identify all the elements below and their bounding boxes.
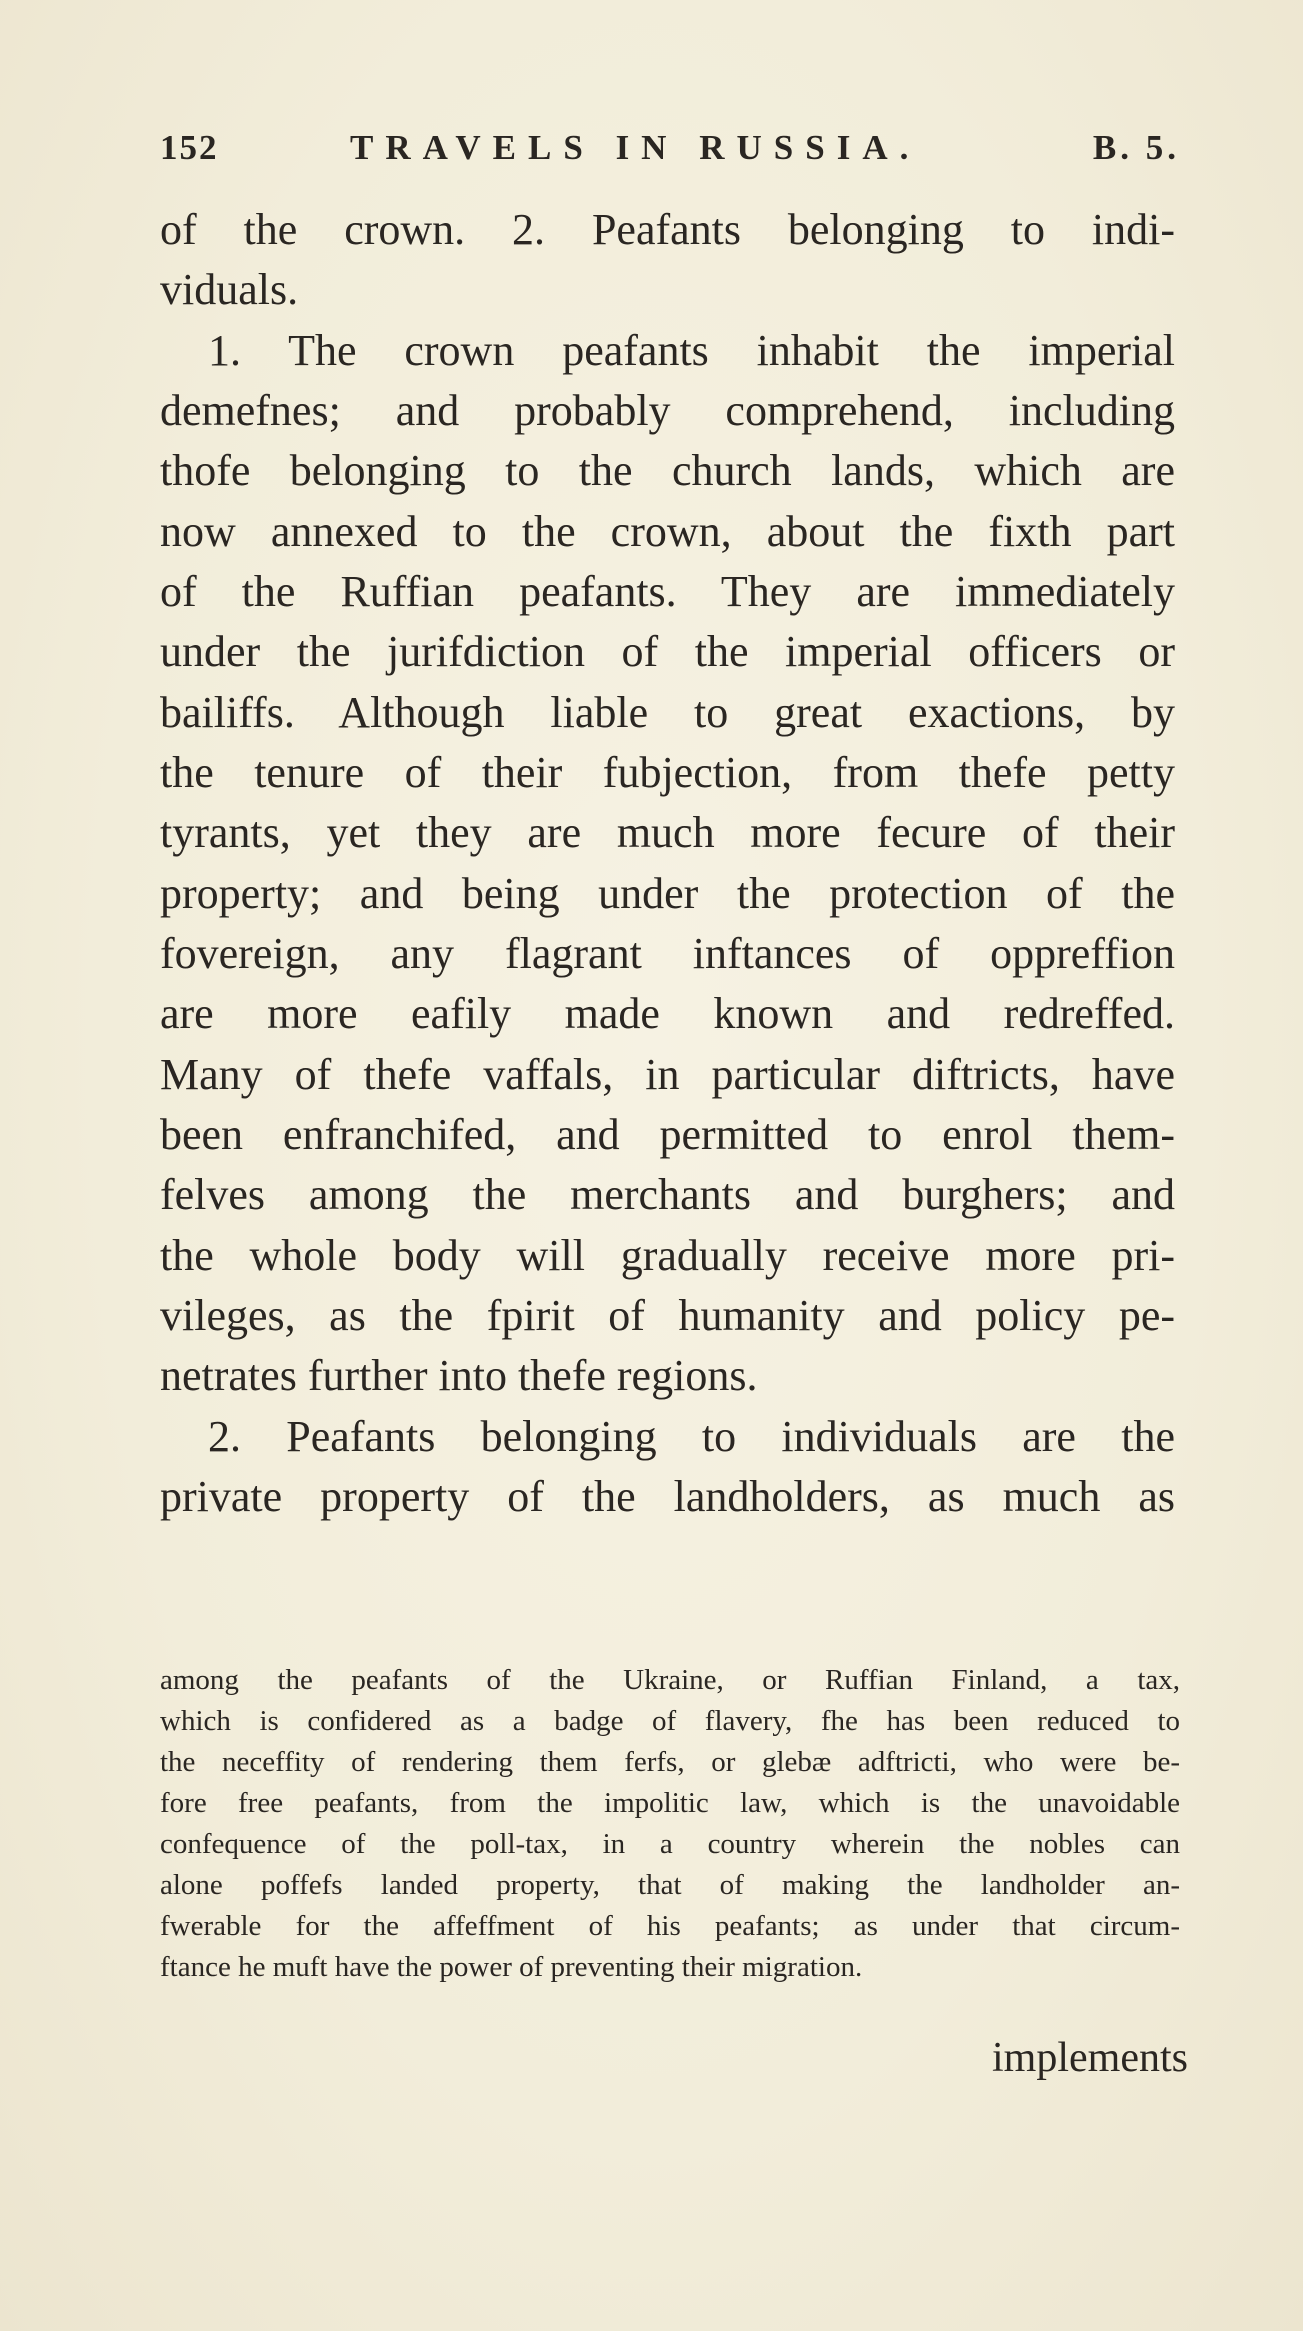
body-line: are more eafily made known and redreffed. bbox=[160, 989, 1175, 1038]
body-line: 2. Peafants belonging to individuals are the bbox=[208, 1412, 1175, 1461]
body-line: now annexed to the crown, about the fixth part bbox=[160, 507, 1175, 556]
body-line: of the crown. 2. Peafants belonging to indi- bbox=[160, 205, 1175, 254]
body-line: of the Ruffian peafants. They are immediately bbox=[160, 567, 1175, 616]
body-line: thofe belonging to the church lands, which are bbox=[160, 446, 1175, 495]
body-line: vileges, as the fpirit of humanity and policy pe- bbox=[160, 1291, 1175, 1340]
body-line: viduals. bbox=[160, 265, 299, 314]
body-line: the whole body will gradually receive more pri- bbox=[160, 1231, 1175, 1280]
body-line: property; and being under the protection of the bbox=[160, 869, 1175, 918]
body-line: felves among the merchants and burghers; and bbox=[160, 1170, 1175, 1219]
page-number: 152 bbox=[160, 128, 219, 167]
footnote-line: fwerable for the affeffment of his peafants; as under that circum- bbox=[160, 1910, 1180, 1942]
body-line: bailiffs. Although liable to great exactions, by bbox=[160, 688, 1175, 737]
body-line: private property of the landholders, as much as bbox=[160, 1472, 1175, 1521]
body-line: Many of thefe vaffals, in particular diftricts, have bbox=[160, 1050, 1175, 1099]
footnote-line: ftance he muft have the power of preventing their migration. bbox=[160, 1951, 863, 1983]
footnote-line: which is confidered as a badge of flavery, fhe has been reduced to bbox=[160, 1705, 1180, 1737]
body-line: tyrants, yet they are much more fecure of their bbox=[160, 808, 1175, 857]
running-header bbox=[160, 128, 1180, 178]
footnote-line: alone poffefs landed property, that of making the landholder an- bbox=[160, 1869, 1180, 1901]
body-line: 1. The crown peafants inhabit the imperial bbox=[208, 326, 1175, 375]
body-line: netrates further into thefe regions. bbox=[160, 1351, 758, 1400]
body-line: demefnes; and probably comprehend, including bbox=[160, 386, 1175, 435]
footnote-line: fore free peafants, from the impolitic law, which is the unavoidable bbox=[160, 1787, 1180, 1819]
catchword: implements bbox=[992, 2035, 1188, 2081]
body-line: fovereign, any flagrant inftances of oppreffion bbox=[160, 929, 1175, 978]
running-title: TRAVELS IN RUSSIA. bbox=[350, 128, 921, 167]
body-line: the tenure of their fubjection, from thefe petty bbox=[160, 748, 1175, 797]
body-line: been enfranchifed, and permitted to enrol them- bbox=[160, 1110, 1175, 1159]
book-number: B. 5. bbox=[1092, 128, 1180, 167]
footnote-line: among the peafants of the Ukraine, or Ruffian Finland, a tax, bbox=[160, 1664, 1180, 1696]
footnote-line: the neceffity of rendering them ferfs, or glebæ adftricti, who were be- bbox=[160, 1746, 1180, 1778]
body-line: under the jurifdiction of the imperial officers or bbox=[160, 627, 1175, 676]
footnote-line: confequence of the poll-tax, in a country wherein the nobles can bbox=[160, 1828, 1180, 1860]
